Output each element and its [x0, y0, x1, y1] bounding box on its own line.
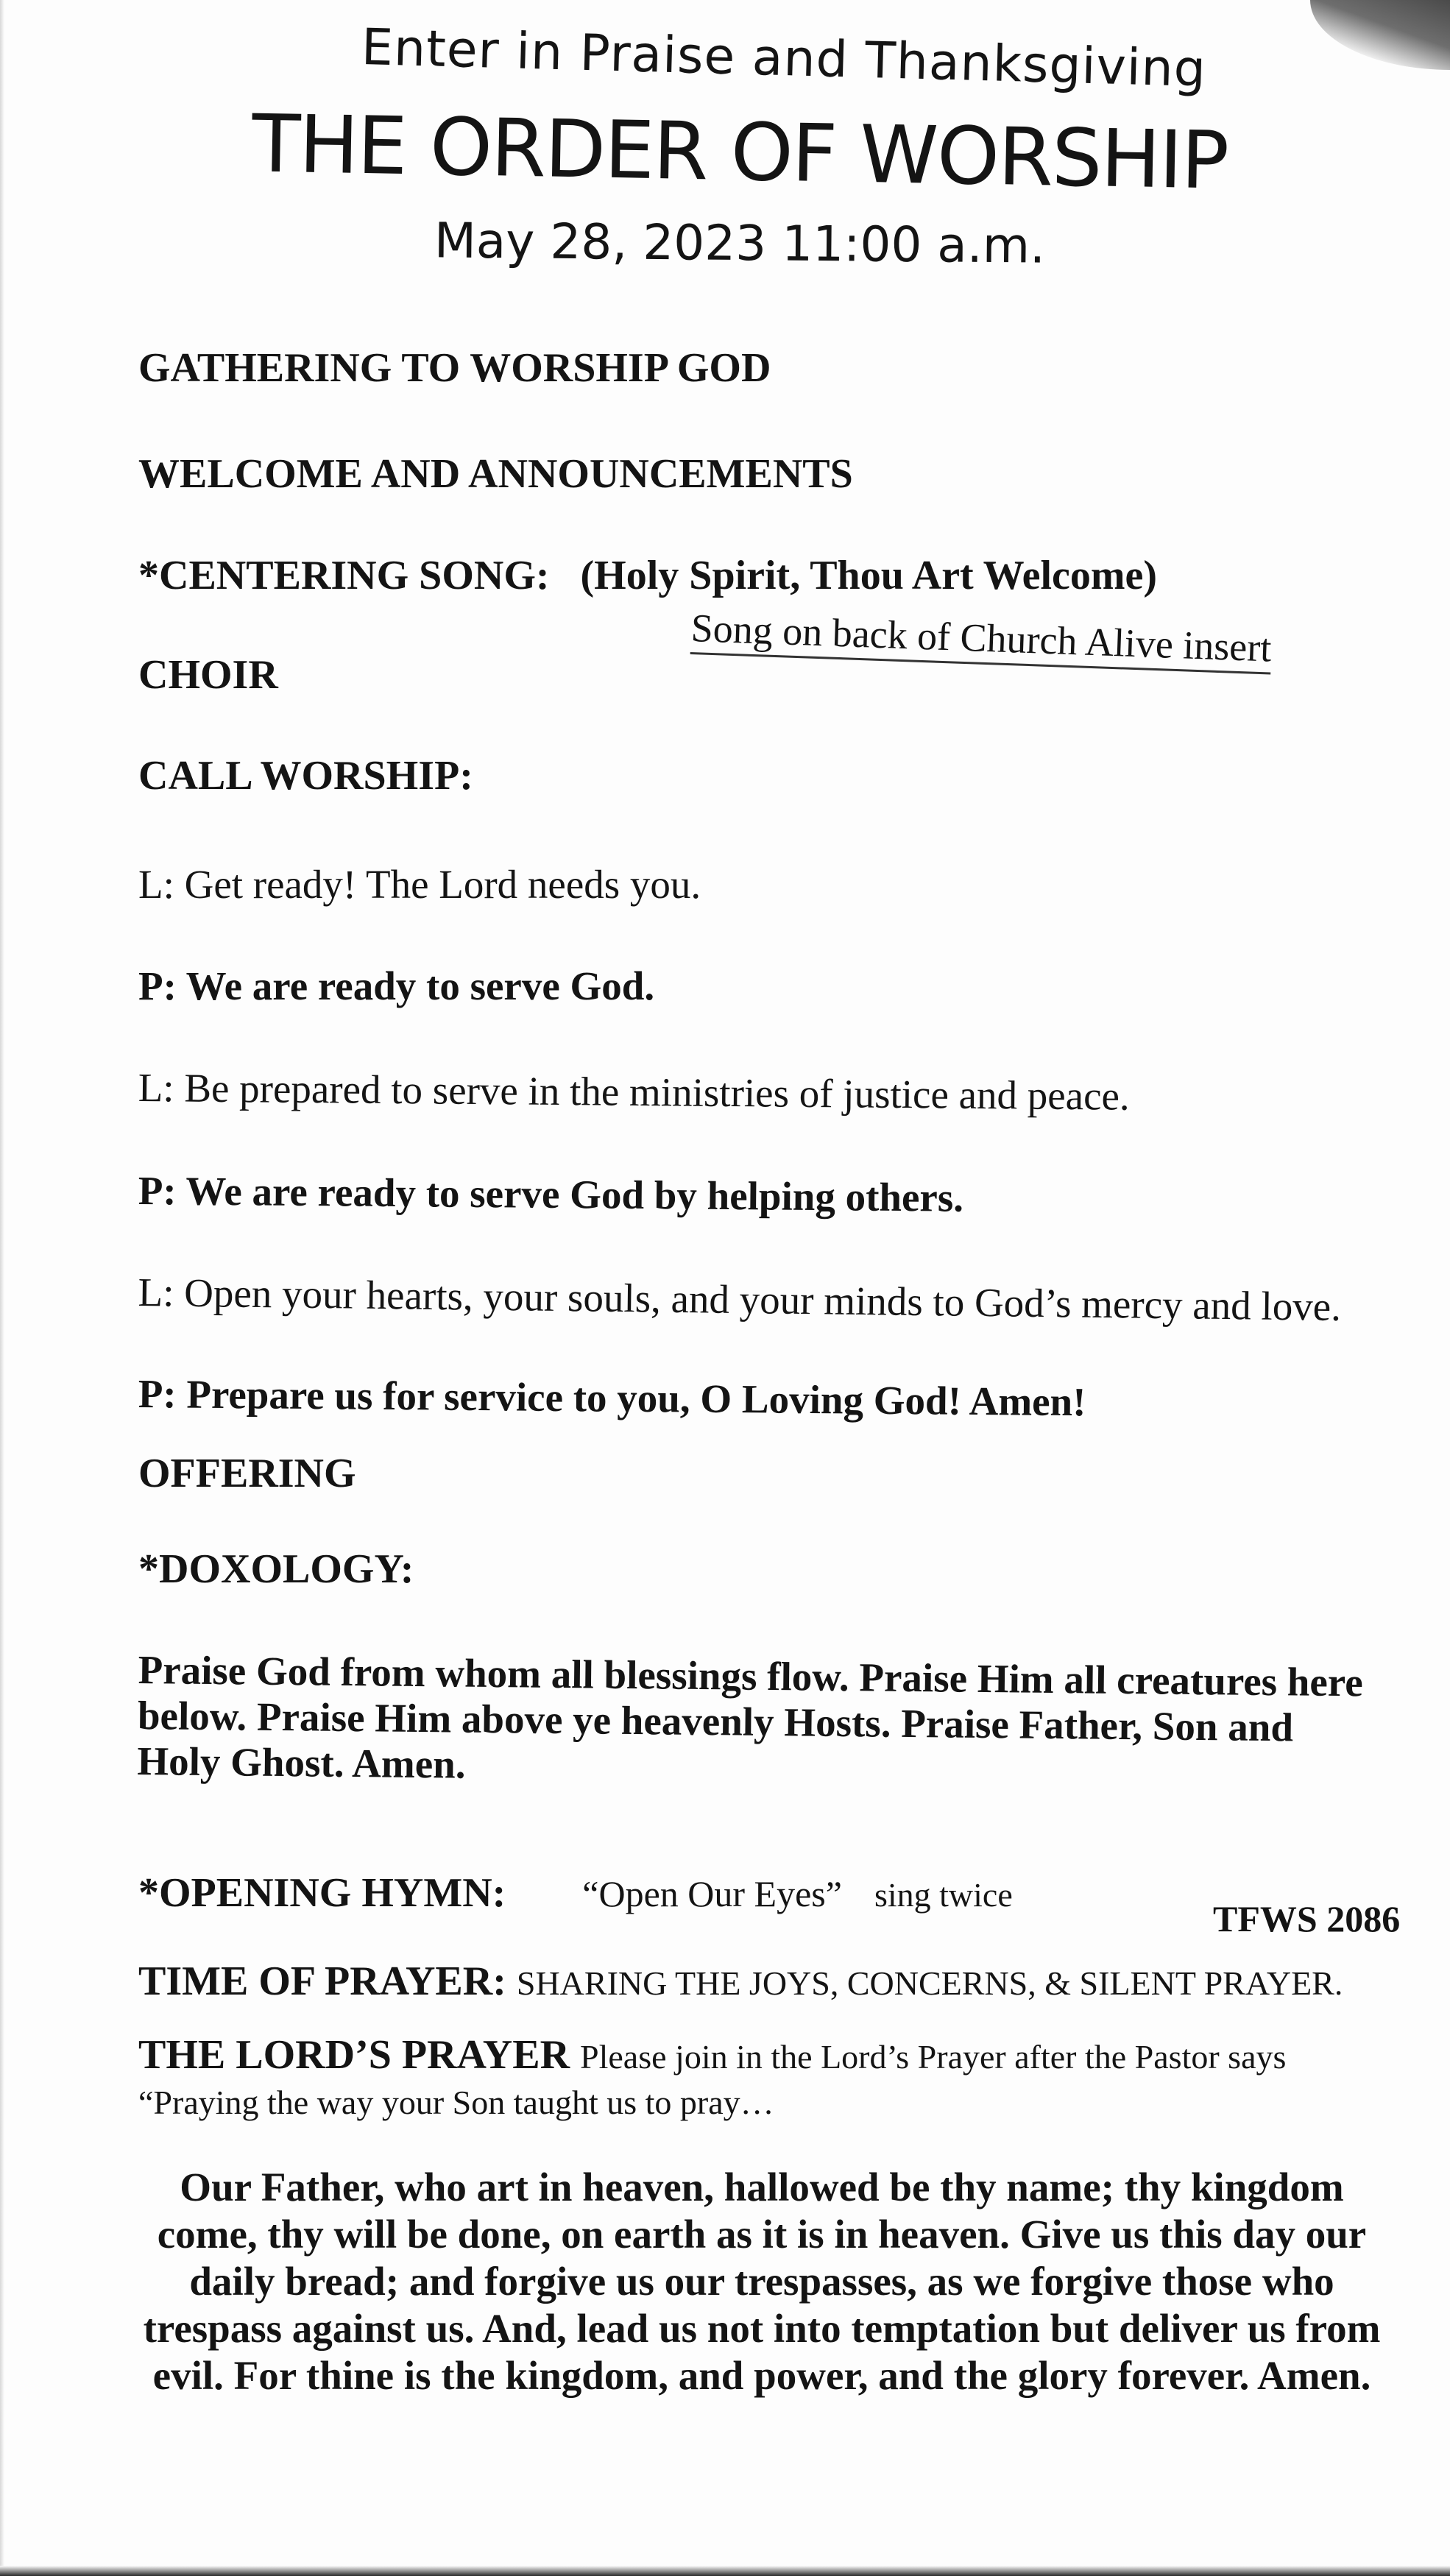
- page-title: THE ORDER OF WORSHIP: [251, 98, 1228, 208]
- page-left-edge: [0, 0, 4, 2576]
- litany-line-6: P: Prepare us for service to you, O Loving God! Amen!: [138, 1371, 1086, 1425]
- section-doxology: *DOXOLOGY:: [138, 1546, 414, 1592]
- litany-line-4: P: We are ready to serve God by helping others.: [138, 1168, 964, 1220]
- time-of-prayer-label: TIME OF PRAYER:: [138, 1958, 506, 2004]
- opening-hymn-label: *OPENING HYMN:: [138, 1870, 506, 1916]
- section-choir: CHOIR: [138, 652, 278, 698]
- opening-hymn-title: “Open Our Eyes”: [582, 1873, 842, 1914]
- doxology-line-2: below. Praise Him above ye heavenly Hosts. Praise Father, Son and: [137, 1692, 1294, 1750]
- centering-song-note: Song on back of Church Alive insert: [690, 605, 1273, 674]
- service-date: May 28, 2023 11:00 a.m.: [434, 212, 1046, 275]
- prayer-line-2: come, thy will be done, on earth as it is in heaven. Give us this day our: [157, 2212, 1367, 2257]
- time-of-prayer-text: SHARING THE JOYS, CONCERNS, & SILENT PRAYER.: [516, 1964, 1343, 2002]
- lords-prayer-line: [138, 2031, 1286, 2078]
- time-of-prayer-line: [138, 1958, 1343, 2005]
- page-bottom-edge: [0, 2566, 1450, 2576]
- lords-prayer-instruction-line2: “Praying the way your Son taught us to pray…: [138, 2084, 774, 2121]
- section-offering: OFFERING: [138, 1451, 356, 1496]
- opening-hymn-number: TFWS 2086: [1213, 1898, 1401, 1939]
- lords-prayer-instruction: Please join in the Lord’s Prayer after the Pastor says: [580, 2038, 1287, 2076]
- centering-song-label: *CENTERING SONG:: [138, 553, 550, 598]
- opening-hymn-note: sing twice: [874, 1876, 1013, 1914]
- prayer-line-3: daily bread; and forgive us our trespasses, as we forgive those who: [189, 2259, 1334, 2304]
- lords-prayer-label: THE LORD’S PRAYER: [138, 2032, 570, 2078]
- doxology-line-3: Holy Ghost. Amen.: [137, 1738, 466, 1787]
- prayer-line-1: Our Father, who art in heaven, hallowed be thy name; thy kingdom: [180, 2165, 1344, 2209]
- litany-line-5: L: Open your hearts, your souls, and your minds to God’s mercy and love.: [138, 1269, 1342, 1329]
- prayer-line-5: evil. For thine is the kingdom, and power, and the glory forever. Amen.: [152, 2353, 1371, 2398]
- centering-song-line: [138, 552, 1157, 599]
- litany-line-1: L: Get ready! The Lord needs you.: [138, 862, 701, 907]
- lords-prayer-text: [132, 2164, 1391, 2399]
- doxology-line-1: Praise God from whom all blessings flow. Praise Him all creatures here: [138, 1647, 1364, 1705]
- header-subtitle: Enter in Praise and Thanksgiving: [361, 18, 1207, 99]
- centering-song-title: (Holy Spirit, Thou Art Welcome): [580, 553, 1158, 598]
- section-gathering: GATHERING TO WORSHIP GOD: [138, 345, 771, 391]
- doxology-text: [137, 1647, 1390, 1797]
- opening-hymn-line: [138, 1869, 1013, 1917]
- section-welcome: WELCOME AND ANNOUNCEMENTS: [138, 451, 853, 497]
- litany-line-3: L: Be prepared to serve in the ministries of justice and peace.: [138, 1065, 1130, 1119]
- prayer-line-4: trespass against us. And, lead us not into temptation but deliver us from: [143, 2306, 1381, 2351]
- litany-line-2: P: We are ready to serve God.: [138, 963, 655, 1008]
- section-call-worship: CALL WORSHIP:: [138, 753, 473, 799]
